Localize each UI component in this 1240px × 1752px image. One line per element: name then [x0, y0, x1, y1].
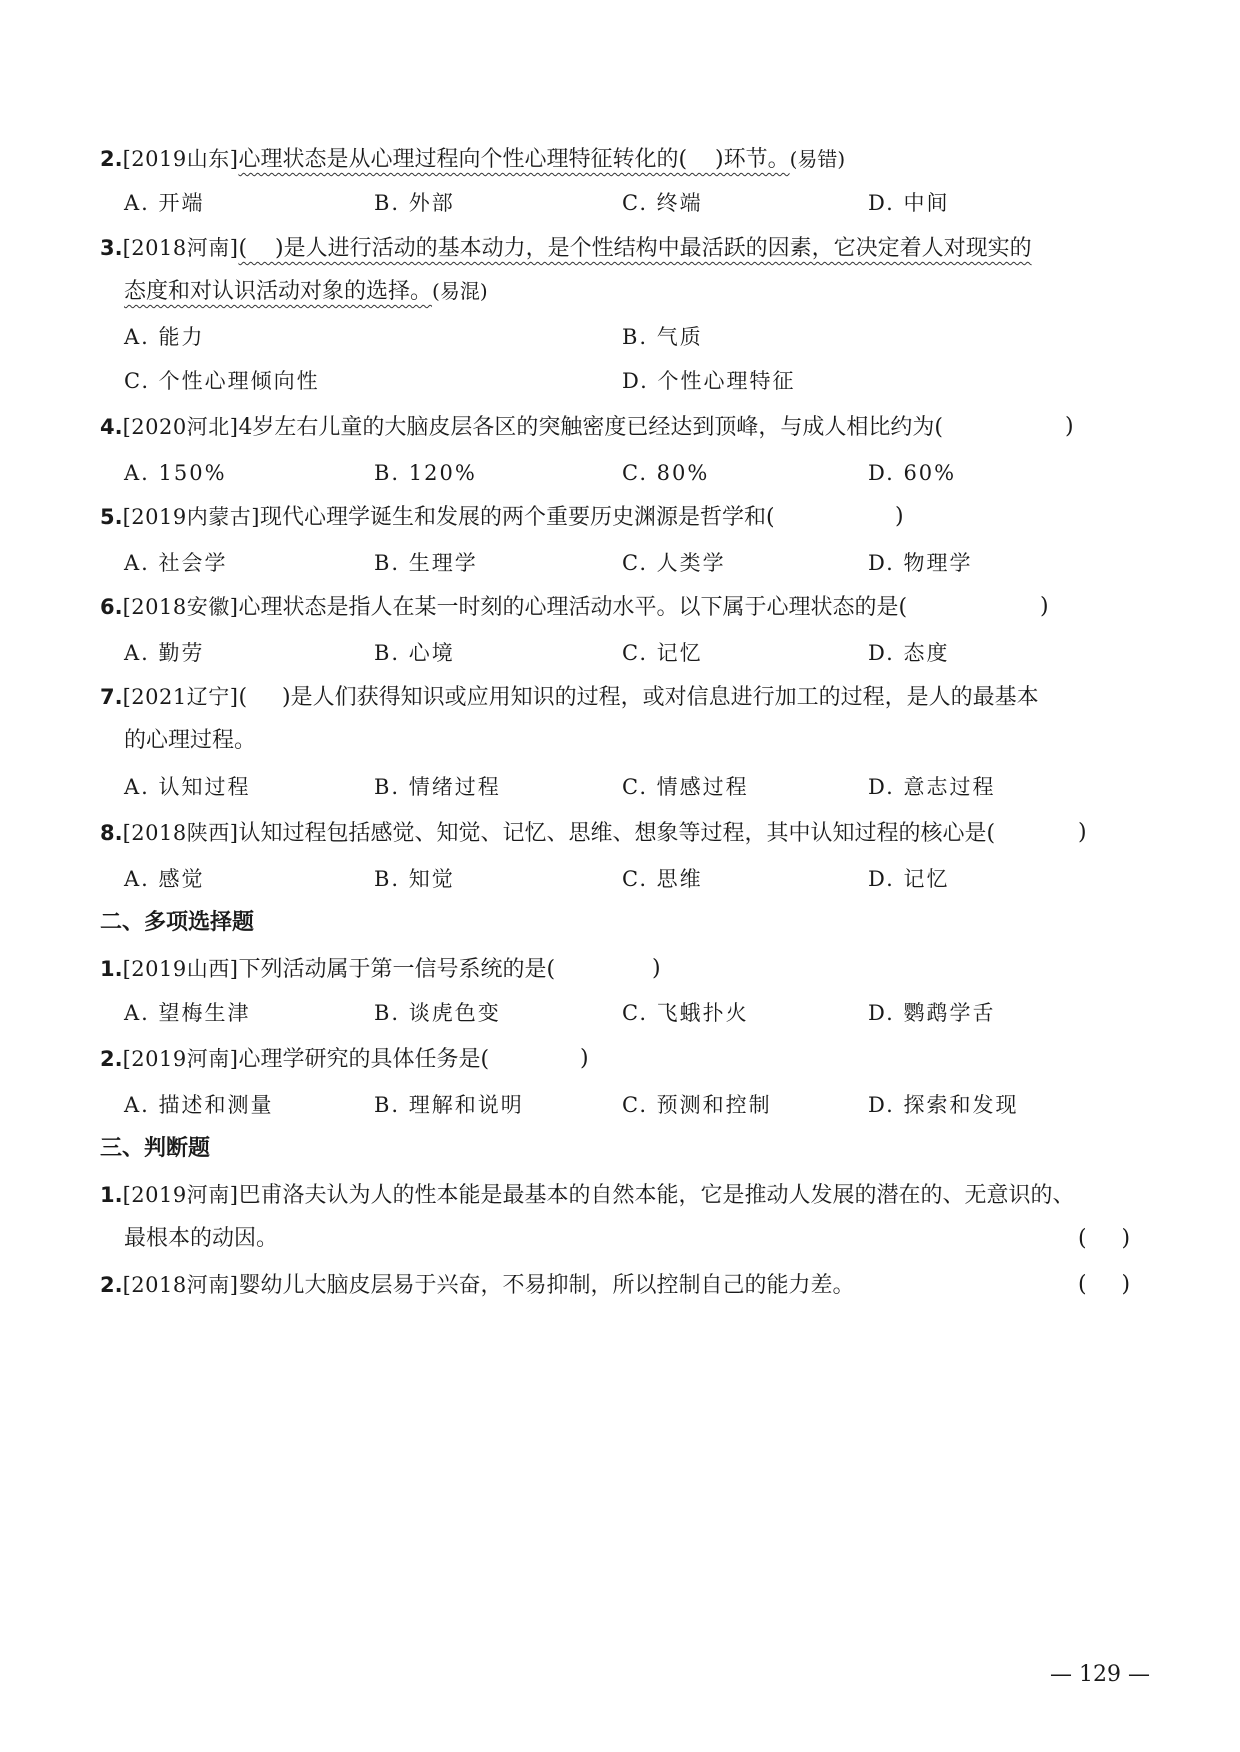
question-stem: 心理状态是指人在某一时刻的心理活动水平。以下属于心理状态的是( — [238, 595, 908, 620]
question-stem: ( )是人们获得知识或应用知识的过程，或对信息进行加工的过程，是人的最基本 — [238, 685, 1039, 710]
judge-question-1 — [100, 1180, 1074, 1211]
question-source: [2019山西] — [122, 957, 239, 981]
option-d: D. 记忆 — [868, 867, 950, 891]
answer-paren-close: ) — [1065, 414, 1074, 439]
question-stem: 巴甫洛夫认为人的性本能是最基本的自然本能，它是推动人发展的潜在的、无意识的、 — [238, 1183, 1075, 1208]
option-a: A. 望梅生津 — [124, 1001, 251, 1025]
option-c: C. 个性心理倾向性 — [124, 369, 320, 393]
option-a: A. 感觉 — [124, 867, 205, 891]
option-d: D. 意志过程 — [868, 775, 996, 799]
answer-paren-close: ) — [1040, 594, 1049, 619]
question-stem: ( )是人进行活动的基本动力，是个性结构中最活跃的因素，它决定着人对现实的 — [238, 236, 1032, 261]
question-7 — [100, 682, 1039, 713]
option-c: C. 预测和控制 — [622, 1093, 772, 1117]
option-a: A. 社会学 — [124, 551, 228, 575]
judge-question-1-cont: 最根本的动因。 — [124, 1226, 279, 1251]
option-b: B. 气质 — [622, 325, 703, 349]
question-source: [2018陕西] — [122, 821, 239, 845]
question-number: 2. — [100, 1273, 123, 1297]
option-d: D. 态度 — [868, 641, 950, 665]
question-3-cont: 态度和对认识活动对象的选择。(易混) — [124, 279, 488, 304]
question-number: 4. — [100, 415, 123, 439]
question-source: [2019河南] — [122, 1047, 239, 1071]
option-d: D. 探索和发现 — [868, 1093, 1019, 1117]
question-stem: 婴幼儿大脑皮层易于兴奋，不易抑制，所以控制自己的能力差。 — [238, 1273, 855, 1298]
question-source: [2018河南] — [122, 1273, 239, 1297]
question-2 — [100, 144, 845, 175]
option-a: A. 认知过程 — [124, 775, 251, 799]
question-source: [2018安徽] — [122, 595, 239, 619]
question-note: (易错) — [789, 147, 846, 171]
option-d: D. 个性心理特征 — [622, 369, 796, 393]
option-b: B. 生理学 — [374, 551, 478, 575]
option-c: C. 终端 — [622, 191, 703, 215]
option-c: C. 80% — [622, 461, 710, 485]
option-a: A. 勤劳 — [124, 641, 205, 665]
question-source: [2019内蒙古] — [122, 505, 260, 529]
question-number: 1. — [100, 1183, 123, 1207]
question-number: 2. — [100, 1047, 123, 1071]
question-number: 1. — [100, 957, 123, 981]
question-source: [2019河南] — [122, 1183, 239, 1207]
page-number: — 129 — — [1050, 1662, 1150, 1687]
option-b: B. 情绪过程 — [374, 775, 501, 799]
option-a: A. 150% — [124, 461, 227, 485]
option-a: A. 能力 — [124, 325, 205, 349]
question-source: [2019山东] — [122, 147, 239, 171]
section-heading-judge: 三、判断题 — [100, 1136, 211, 1161]
multi-question-1 — [100, 954, 555, 985]
option-a: A. 开端 — [124, 191, 205, 215]
option-d: D. 60% — [868, 461, 957, 485]
option-b: B. 120% — [374, 461, 477, 485]
question-source: [2020河北] — [122, 415, 239, 439]
option-b: B. 谈虎色变 — [374, 1001, 501, 1025]
question-5 — [100, 502, 775, 533]
option-d: D. 鹦鹉学舌 — [868, 1001, 996, 1025]
question-number: 6. — [100, 595, 123, 619]
question-stem: 心理学研究的具体任务是( — [238, 1047, 490, 1072]
question-8 — [100, 818, 995, 849]
question-number: 3. — [100, 236, 123, 260]
option-c: C. 情感过程 — [622, 775, 749, 799]
answer-paren: ( ) — [1078, 1272, 1131, 1297]
option-b: B. 外部 — [374, 191, 455, 215]
answer-paren-close: ) — [895, 504, 904, 529]
question-source: [2018河南] — [122, 236, 239, 260]
question-6 — [100, 592, 907, 623]
option-c: C. 思维 — [622, 867, 703, 891]
question-4 — [100, 412, 943, 443]
question-note: (易混) — [432, 279, 488, 303]
option-b: B. 知觉 — [374, 867, 455, 891]
answer-paren-close: ) — [1078, 820, 1087, 845]
option-d: D. 物理学 — [868, 551, 973, 575]
question-source: [2021辽宁] — [122, 685, 239, 709]
question-number: 2. — [100, 147, 123, 171]
section-heading-multi: 二、多项选择题 — [100, 910, 255, 935]
question-stem: 4岁左右儿童的大脑皮层各区的突触密度已经达到顶峰，与成人相比约为( — [238, 415, 944, 440]
question-7-cont: 的心理过程。 — [124, 728, 257, 753]
question-stem: 心理状态是从心理过程向个性心理特征转化的( )环节。 — [238, 147, 790, 172]
option-b: B. 理解和说明 — [374, 1093, 524, 1117]
answer-paren-close: ) — [652, 956, 661, 981]
option-c: C. 飞蛾扑火 — [622, 1001, 749, 1025]
multi-question-2 — [100, 1044, 489, 1075]
question-number: 8. — [100, 821, 123, 845]
answer-paren: ( ) — [1078, 1226, 1131, 1251]
question-3 — [100, 233, 1032, 264]
option-b: B. 心境 — [374, 641, 455, 665]
question-stem: 下列活动属于第一信号系统的是( — [238, 957, 556, 982]
question-stem: 认知过程包括感觉、知觉、记忆、思维、想象等过程，其中认知过程的核心是( — [238, 821, 996, 846]
option-d: D. 中间 — [868, 191, 950, 215]
judge-question-2 — [100, 1270, 854, 1301]
question-stem: 现代心理学诞生和发展的两个重要历史渊源是哲学和( — [259, 505, 775, 530]
option-c: C. 人类学 — [622, 551, 726, 575]
question-number: 7. — [100, 685, 123, 709]
question-number: 5. — [100, 505, 123, 529]
option-a: A. 描述和测量 — [124, 1093, 274, 1117]
option-c: C. 记忆 — [622, 641, 703, 665]
answer-paren-close: ) — [580, 1046, 589, 1071]
